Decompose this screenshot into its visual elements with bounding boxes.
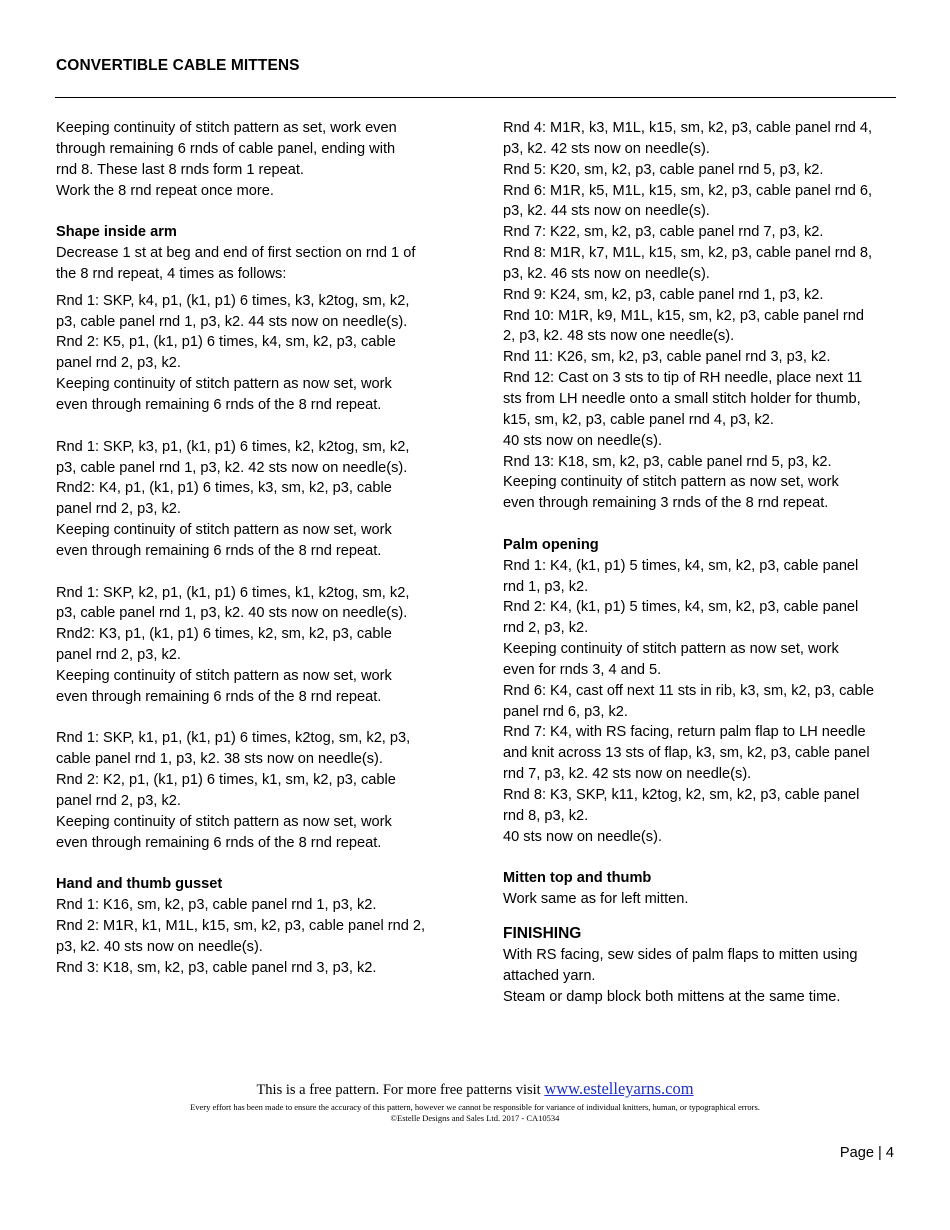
palm-opening-instructions: Rnd 1: K4, (k1, p1) 5 times, k4, sm, k2, p3, cable panel rnd 1, p3, k2. Rnd 2: K4, (k1, p1) 5 times, k4, sm, k2, p3, cable panel rnd 2, p3, k2. Keeping continuity of stitch pattern as now set, work even for rnds 3, 4 and 5. Rnd 6: K4, cast off next 11 sts in rib, k3, sm, k2, p3, cable panel rnd 6, p3, k2. Rnd 7: K4, with RS facing, return palm flap to LH needle and knit across 13 sts of flap, k3, sm, k2, p3, cable panel rnd 7, p3, k2. 42 sts now on needle(s). Rnd 8: K3, SKP, k11, k2tog, k2, sm, k2, p3, cable panel rnd 8, p3, k2. 40 sts now on needle(s). bbox=[503, 557, 874, 845]
left-column bbox=[56, 118, 454, 979]
shape-description: Decrease 1 st at beg and end of first section on rnd 1 of the 8 rnd repeat, 4 times as follows: bbox=[56, 245, 416, 282]
website-link[interactable]: www.estelleyarns.com bbox=[544, 1079, 694, 1098]
gusset-continuation: Rnd 4: M1R, k3, M1L, k15, sm, k2, p3, cable panel rnd 4, p3, k2. 42 sts now on needle(s). Rnd 5: K20, sm, k2, p3, cable panel rnd 5, p3, k2. Rnd 6: M1R, k5, M1L, k15, sm, k2, p3, cable panel rnd 6, p3, k2. 44 sts now on needle(s). Rnd 7: K22, sm, k2, p3, cable panel rnd 7, p3, k2. Rnd 8: M1R, k7, M1L, k15, sm, k2, p3, cable panel rnd 8, p3, k2. 46 sts now on needle(s). Rnd 9: K24, sm, k2, p3, cable panel rnd 1, p3, k2. Rnd 10: M1R, k9, M1L, k15, sm, k2, p3, cable panel rnd 2, p3, k2. 48 sts now one needle(s). Rnd 11: K26, sm, k2, p3, cable panel rnd 3, p3, k2. Rnd 12: Cast on 3 sts to tip of RH needle, place next 11 sts from LH needle onto a small stitch holder for thumb, k15, sm, k2, p3, cable panel rnd 4, p3, k2. 40 sts now on needle(s). Rnd 13: K18, sm, k2, p3, cable panel rnd 5, p3, k2. Keeping continuity of stitch pattern as now set, work even through remaining 3 rnds of the 8 rnd repeat. bbox=[503, 120, 873, 512]
footer-disclaimer: Every effort has been made to ensure the accuracy of this pattern, however we cannot be responsible for variance of individual knitters, human, or typographical errors. bbox=[190, 1102, 760, 1112]
right-column bbox=[503, 118, 899, 1007]
decrease-block-3: Rnd 1: SKP, k2, p1, (k1, p1) 6 times, k1, k2tog, sm, k2, p3, cable panel rnd 1, p3, k2. 40 sts now on needle(s). Rnd2: K3, p1, (k1, p1) 6 times, k2, sm, k2, p3, cable panel rnd 2, p3, k2. Keeping continuity of stitch pattern as now set, work even through remaining 6 rnds of the 8 rnd repeat. bbox=[56, 584, 410, 705]
footer-copyright: ©Estelle Designs and Sales Ltd. 2017 - CA10534 bbox=[390, 1113, 560, 1123]
decrease-block-1: Rnd 1: SKP, k4, p1, (k1, p1) 6 times, k3, k2tog, sm, k2, p3, cable panel rnd 1, p3, k2. 44 sts now on needle(s). Rnd 2: K5, p1, (k1, p1) 6 times, k4, sm, k2, p3, cable panel rnd 2, p3, k2. Keeping continuity of stitch pattern as now set, work even through remaining 6 rnds of the 8 rnd repeat. bbox=[56, 292, 410, 413]
intro-paragraph: Keeping continuity of stitch pattern as set, work even through remaining 6 rnds of cable panel, ending with rnd 8. These last 8 rnds form 1 repeat. Work the 8 rnd repeat once more. bbox=[56, 120, 397, 199]
section-heading-shape-inside-arm: Shape inside arm bbox=[56, 224, 177, 241]
footer-free-pattern-line bbox=[0, 1079, 950, 1099]
footer-free-text: This is a free pattern. For more free patterns visit bbox=[256, 1082, 541, 1098]
decrease-block-2: Rnd 1: SKP, k3, p1, (k1, p1) 6 times, k2, k2tog, sm, k2, p3, cable panel rnd 1, p3, k2. 42 sts now on needle(s). Rnd2: K4, p1, (k1, p1) 6 times, k3, sm, k2, p3, cable panel rnd 2, p3, k2. Keeping continuity of stitch pattern as now set, work even through remaining 6 rnds of the 8 rnd repeat. bbox=[56, 438, 410, 559]
section-heading-mitten-top: Mitten top and thumb bbox=[503, 870, 652, 887]
page-number: Page | 4 bbox=[839, 1145, 894, 1161]
section-heading-finishing: FINISHING bbox=[503, 925, 582, 943]
header-divider bbox=[55, 97, 896, 98]
decrease-block-4: Rnd 1: SKP, k1, p1, (k1, p1) 6 times, k2tog, sm, k2, p3, cable panel rnd 1, p3, k2. 38 sts now on needle(s). Rnd 2: K2, p1, (k1, p1) 6 times, k1, sm, k2, p3, cable panel rnd 2, p3, k2. Keeping continuity of stitch pattern as now set, work even through remaining 6 rnds of the 8 rnd repeat. bbox=[56, 730, 411, 851]
mitten-top-instructions: Work same as for left mitten. bbox=[503, 891, 689, 908]
hand-gusset-instructions: Rnd 1: K16, sm, k2, p3, cable panel rnd 1, p3, k2. Rnd 2: M1R, k1, M1L, k15, sm, k2, p3, cable panel rnd 2, p3, k2. 40 sts now on needle(s). Rnd 3: K18, sm, k2, p3, cable panel rnd 3, p3, k2. bbox=[56, 897, 426, 976]
page-title: CONVERTIBLE CABLE MITTENS bbox=[56, 57, 300, 74]
section-heading-hand-thumb-gusset: Hand and thumb gusset bbox=[56, 876, 223, 893]
finishing-instructions: With RS facing, sew sides of palm flaps to mitten using attached yarn. Steam or damp block both mittens at the same time. bbox=[503, 946, 858, 1005]
section-heading-palm-opening: Palm opening bbox=[503, 536, 599, 553]
